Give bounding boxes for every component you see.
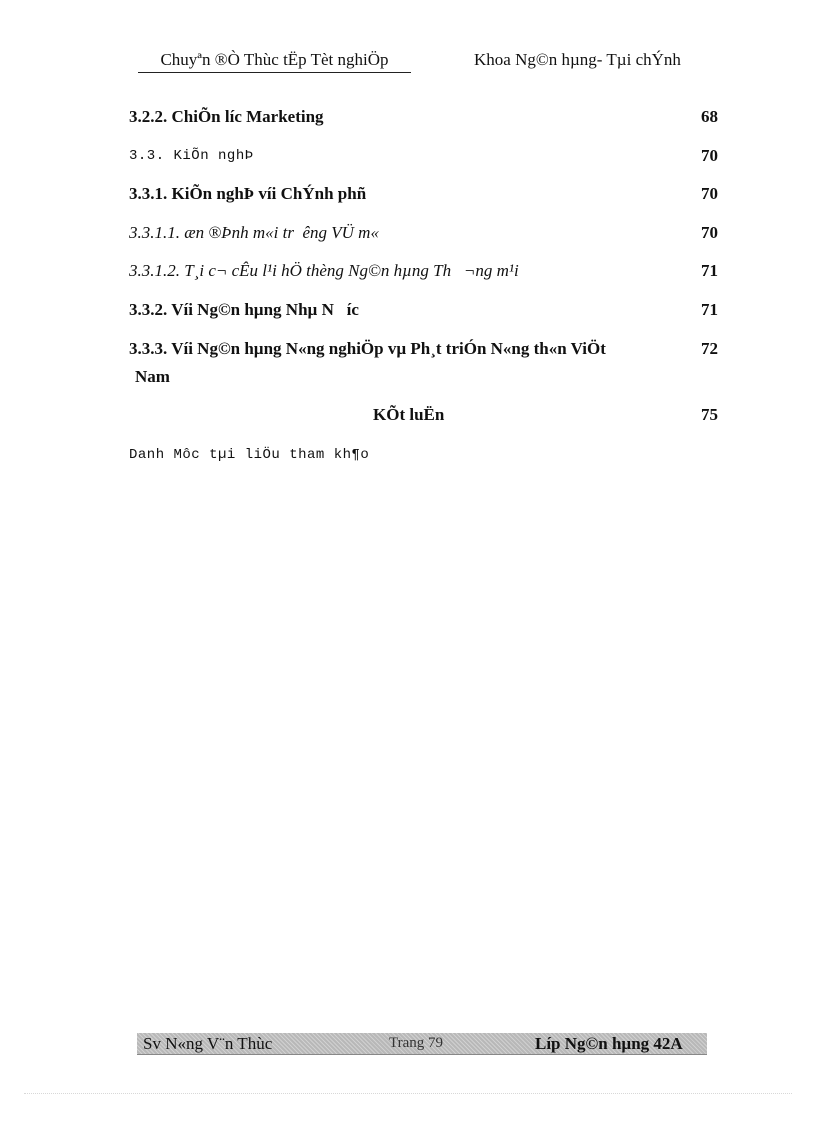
toc-page-number: 70 [701, 223, 718, 242]
toc-entry-3-3-2[interactable]: 3.3.2. Víi Ng©n hµng Nhµ N íc [129, 300, 359, 319]
toc-entry-3-3[interactable]: 3.3. KiÕn nghÞ [129, 148, 254, 164]
page-footer [137, 1033, 707, 1055]
toc-page-number: 72 [701, 339, 718, 358]
toc-entry-3-3-1-2[interactable]: 3.3.1.2. T¸i c¬ cÊu l¹i hÖ thèng Ng©n hµng Th ¬ng m¹i [129, 261, 519, 280]
header-document-type: Chuyªn ®Ò Thùc tËp Tèt nghiÖp [138, 48, 411, 73]
footer-author: Sv N«ng V¨n Thùc [143, 1034, 273, 1053]
footer-page-number: Trang 79 [389, 1035, 444, 1051]
toc-entry-line: 3.3.3. Víi Ng©n hµng N«ng nghiÖp vµ Ph¸t triÓn N«ng th«n ViÖt [129, 339, 606, 358]
toc-page-number: 70 [701, 146, 718, 165]
page-bottom-divider [24, 1093, 792, 1095]
toc-entry-references[interactable]: Danh Môc tµi liÖu tham kh¶o [129, 447, 370, 463]
toc-entry-conclusion[interactable]: KÕt luËn [373, 405, 445, 424]
toc-entry-3-3-1-1[interactable]: 3.3.1.1. æn ®Þnh m«i tr êng VÜ m« [129, 223, 379, 242]
footer-class: Líp Ng©n hµng 42A [535, 1034, 683, 1053]
toc-page-number: 71 [701, 261, 718, 280]
header-department: Khoa Ng©n hµng- Tµi chÝnh [474, 50, 681, 69]
toc-page-number: 75 [701, 405, 718, 424]
toc-entry-3-3-1[interactable]: 3.3.1. KiÕn nghÞ víi ChÝnh phñ [129, 184, 367, 203]
toc-page-number: 71 [701, 300, 718, 319]
toc-entry-3-3-3[interactable] [129, 335, 669, 391]
toc-entry-3-2-2[interactable]: 3.2.2. ChiÕn líc Marketing [129, 107, 324, 126]
toc-page-number: 68 [701, 107, 718, 126]
toc-entry-line: Nam [135, 367, 170, 386]
toc-page-number: 70 [701, 184, 718, 203]
